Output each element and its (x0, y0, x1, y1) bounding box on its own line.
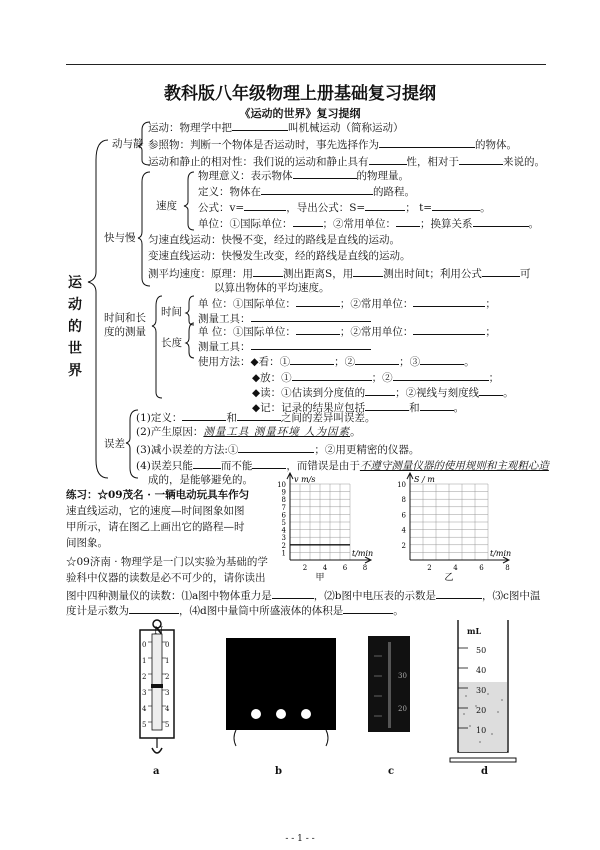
x-tick-label: 6 (342, 564, 348, 572)
fill-blank[interactable] (261, 184, 373, 195)
tick-label: 5 (142, 721, 147, 729)
text: 物理意义：表示物体 (198, 170, 293, 182)
line-motion-def (148, 120, 404, 135)
line-variable-motion: 变速直线运动：快慢发生改变，经的路线是直线的运动。 (148, 250, 411, 262)
text: 单位：①国际单位： (198, 218, 293, 230)
text: ；②用更精密的仪器。 (314, 444, 420, 456)
exercise-line-2: 速直线运动，它的速度—时间图象如图 (66, 505, 245, 517)
y-tick-label: 10 (397, 481, 406, 489)
chart-title: 甲 (315, 573, 325, 583)
label-measure-1: 时间和长 (104, 312, 146, 324)
spring-scale-ticks (142, 637, 146, 733)
chart-velocity-time (270, 472, 382, 584)
fill-blank[interactable] (436, 588, 482, 599)
figure-label-a: a (153, 766, 160, 777)
handwritten-answer: 测量工具 测量环境 人为因素 (203, 426, 351, 438)
fill-blank[interactable] (413, 296, 485, 307)
line-uniform-motion: 匀速直线运动：快慢不变，经过的路线是直线的运动。 (148, 234, 400, 246)
fill-blank[interactable] (244, 200, 286, 211)
x-tick-label: 4 (453, 564, 458, 572)
text: ；换算关系 (420, 218, 473, 230)
text: 来说的。 (503, 156, 545, 168)
text: 而不能 (220, 460, 253, 472)
exercise-line-1: 练习：☆09茂名 · 一辆电动玩具车作匀 (66, 489, 250, 501)
text: 。 (480, 202, 491, 214)
tick-label: 5 (165, 721, 170, 729)
tick-label: 1 (165, 657, 170, 665)
fill-blank[interactable] (251, 339, 371, 350)
fill-blank[interactable] (290, 354, 334, 365)
thermo-mark: 20 (398, 705, 407, 713)
fill-blank[interactable] (413, 324, 485, 335)
x-tick-label: 2 (302, 564, 308, 572)
fill-blank[interactable] (237, 410, 281, 421)
spring-scale-unit: N (154, 626, 164, 637)
tick-label: 30 (476, 686, 487, 695)
fill-blank[interactable] (379, 137, 475, 148)
text: 定义：物体在 (198, 186, 261, 198)
label-dongyujing: 动与静 (112, 138, 144, 150)
y-axis-label: v m/s (294, 475, 316, 484)
y-tick-label: 4 (281, 526, 286, 535)
y-tick-label: 10 (277, 481, 286, 489)
exercise-line-4: 间图象。 (66, 537, 108, 549)
text: 使用方法：◆看：① (198, 356, 291, 368)
fill-blank[interactable] (393, 370, 489, 381)
fill-blank[interactable] (293, 168, 357, 179)
text: 运动和静止的相对性：我们说的运动和静止具有 (148, 156, 369, 168)
text: ；②视线与刻度线 (395, 387, 480, 399)
text: ◆放：① (252, 372, 292, 384)
text: ；③ (399, 356, 421, 368)
text: 公式：v= (198, 202, 245, 214)
tick-label: 50 (476, 646, 487, 655)
text: ，导出公式：S= (286, 202, 366, 214)
text: ；②常用单位： (339, 326, 414, 338)
y-tick-label: 3 (281, 534, 286, 543)
line-length-tool (198, 339, 371, 354)
fill-blank[interactable] (193, 458, 221, 469)
fill-blank[interactable] (252, 458, 286, 469)
fill-blank[interactable] (482, 266, 520, 277)
y-axis-label: S / m (414, 475, 435, 484)
y-tick-label: 6 (401, 511, 406, 520)
fill-blank[interactable] (293, 216, 323, 227)
tick-label: 0 (165, 641, 170, 649)
tick-label: 1 (142, 657, 147, 665)
text: 测量工具： (198, 341, 251, 353)
text: ； (488, 372, 500, 384)
voltmeter-figure (226, 638, 338, 750)
main-topic-char: 世 (68, 341, 82, 357)
text: 测出距离S，用 (283, 268, 354, 280)
main-topic-char: 动 (68, 297, 82, 313)
y-tick-label: 1 (281, 549, 286, 558)
text: 。 (350, 426, 361, 438)
label-time: 时间 (161, 306, 182, 318)
fill-blank[interactable] (479, 385, 503, 396)
fill-blank[interactable] (238, 442, 314, 453)
fill-blank[interactable] (296, 324, 340, 335)
fill-blank[interactable] (343, 603, 393, 614)
line-time-unit (198, 296, 496, 311)
line-avg-speed (148, 266, 530, 281)
label-measure-2: 度的测量 (104, 326, 146, 338)
fill-blank[interactable] (459, 154, 503, 165)
figure-label-b: b (275, 766, 282, 777)
x-axis-label: t/min (352, 549, 374, 558)
tick-label: 0 (142, 641, 147, 649)
text: 之间的差异叫误差。 (280, 412, 376, 424)
label-sudu: 速度 (156, 200, 177, 212)
text: ，⑵b图中电压表的示数是 (313, 590, 436, 602)
line-length-unit (198, 324, 496, 339)
fill-blank[interactable] (353, 266, 383, 277)
x-tick-label: 2 (427, 564, 432, 572)
figure-label-d: d (481, 766, 488, 777)
chart-distance-time (388, 472, 528, 584)
exercise-line-7 (66, 588, 540, 603)
text: (2)产生原因： (136, 426, 204, 438)
text: 参照物：判断一个物体是否运动时，事先选择作为 (148, 139, 379, 151)
thermo-mark: 30 (398, 672, 407, 680)
tick-label: 3 (142, 689, 147, 697)
text: 。 (453, 402, 465, 414)
text: 。 (528, 218, 539, 230)
tick-label: 4 (165, 705, 170, 713)
line-usage-place (252, 370, 499, 385)
label-kuaiyuman: 快与慢 (104, 232, 136, 244)
exercise-line-6: 验科中仪器的读数是必不可少的，请你读出 (66, 572, 266, 584)
text: 和 (226, 412, 237, 424)
text: ；② (334, 356, 356, 368)
text: 测出时间t；利用公式 (383, 268, 482, 280)
line-speed-def (198, 184, 415, 199)
fill-blank[interactable] (365, 200, 405, 211)
cylinder-unit: mL (467, 626, 482, 636)
text: 叫机械运动（简称运动） (288, 122, 404, 134)
fill-blank[interactable] (396, 216, 420, 227)
y-tick-label: 5 (281, 519, 286, 527)
y-tick-label: 9 (281, 488, 286, 497)
fill-blank[interactable] (292, 370, 372, 381)
fill-blank[interactable] (129, 603, 179, 614)
text: 的物体。 (475, 139, 517, 151)
text: 的物理量。 (356, 170, 409, 182)
text: ；②常用单位： (322, 218, 396, 230)
chart-title: 乙 (444, 573, 454, 583)
fill-blank[interactable] (473, 216, 529, 227)
tick-label: 40 (476, 666, 487, 675)
text: ； (485, 298, 496, 310)
cylinder-scale (476, 641, 486, 741)
x-tick-label: 8 (505, 564, 510, 572)
tick-label: 10 (476, 726, 487, 735)
line-reference (148, 137, 517, 152)
exercise-line-5: ☆09济南 · 物理学是一门以实验为基础的学 (66, 556, 268, 568)
fill-blank[interactable] (182, 410, 226, 421)
spring-scale-figure (128, 618, 188, 760)
line-error-vs-mistake (136, 458, 549, 473)
text: (1)定义： (136, 412, 183, 424)
text: ◆读：①估读到分度值的 (252, 387, 366, 399)
y-tick-label: 8 (401, 496, 406, 505)
text: 单 位：①国际单位： (198, 298, 296, 310)
y-tick-label: 4 (401, 526, 406, 535)
tick-label: 3 (165, 689, 170, 697)
main-topic-char: 运 (68, 275, 82, 291)
text: ； (485, 326, 496, 338)
fill-blank[interactable] (420, 354, 464, 365)
text: (4)误差只能 (136, 460, 193, 472)
fill-blank[interactable] (232, 120, 288, 131)
text: 。 (464, 356, 475, 368)
exercise-line-3: 甲所示，请在图乙上画出它的路程—时 (66, 521, 245, 533)
page-title: 教科版八年级物理上册基础复习提纲 (164, 84, 436, 104)
figure-label-c: c (388, 766, 395, 777)
fill-blank[interactable] (369, 154, 407, 165)
x-axis-label: t/min (490, 549, 512, 558)
spring-scale-ticks-right (165, 637, 169, 733)
text: 单 位：①国际单位： (198, 326, 296, 338)
text: (3)减小误差的方法:① (136, 444, 239, 456)
text: 测量工具： (198, 313, 251, 325)
line-error-cause (136, 426, 361, 439)
y-tick-label: 2 (281, 541, 286, 550)
fill-blank[interactable] (432, 200, 480, 211)
line-relativity (148, 154, 545, 169)
tick-label: 2 (142, 673, 147, 681)
text: ◆记：记录的结果应包括 (252, 402, 366, 414)
text: 可 (519, 268, 531, 280)
y-tick-label: 7 (281, 503, 286, 512)
label-length: 长度 (161, 337, 182, 349)
y-tick-label: 8 (281, 496, 286, 505)
fill-blank[interactable] (253, 266, 283, 277)
exercise-line-8 (66, 603, 404, 618)
text: 测平均速度：原理：用 (148, 268, 253, 280)
text: 的路程。 (373, 186, 415, 198)
tick-label: 2 (165, 673, 170, 681)
text: 。 (503, 387, 514, 399)
main-topic-char: 的 (68, 319, 82, 335)
line-speed-formula (198, 200, 491, 215)
text: 性，相对于 (406, 156, 459, 168)
label-wucha: 误差 (104, 438, 125, 450)
fill-blank[interactable] (251, 311, 371, 322)
line-usage-look (198, 354, 475, 369)
text: ，而错误是由于 (286, 460, 360, 472)
fill-blank[interactable] (296, 296, 340, 307)
x-tick-label: 8 (362, 564, 368, 572)
text: 度计是示数为 (66, 605, 129, 617)
line-speed-unit (198, 216, 539, 231)
fill-blank[interactable] (365, 385, 395, 396)
handwritten-answer: 不遵守测量仪器的使用规则和主观粗心造 (359, 460, 549, 472)
fill-blank[interactable] (272, 588, 314, 599)
text: 。 (393, 605, 404, 617)
text: 运动：物理学中把 (148, 122, 232, 134)
x-tick-label: 4 (322, 564, 328, 572)
page-number: - - 1 - - (285, 834, 315, 844)
line-error-reduce (136, 442, 419, 457)
fill-blank[interactable] (420, 400, 454, 411)
line-usage-read (252, 385, 514, 400)
line-avg-speed-cont: 以算出物体的平均速度。 (214, 282, 330, 294)
tick-label: 4 (142, 705, 147, 713)
line-error-def (136, 410, 375, 425)
text: ，⑶c图中温 (482, 590, 541, 602)
text: 和 (409, 402, 420, 414)
y-tick-label: 2 (401, 541, 406, 550)
tick-label: 20 (476, 706, 487, 715)
text: ，⑷d图中量筒中所盛液体的体积是 (179, 605, 344, 617)
page-subtitle: 《运动的世界》复习提纲 (239, 107, 361, 120)
fill-blank[interactable] (355, 354, 399, 365)
text: ；②常用单位： (339, 298, 414, 310)
main-topic-char: 界 (68, 363, 82, 379)
text: ；② (371, 372, 393, 384)
line-error-cont: 成的，是能够避免的。 (148, 474, 253, 486)
text: ； t= (405, 202, 433, 214)
text: 图中四种测量仪的读数：⑴a图中物体重力是 (66, 590, 272, 602)
x-tick-label: 6 (479, 564, 484, 572)
y-tick-label: 6 (281, 511, 286, 520)
thermometer-figure (368, 636, 412, 736)
line-speed-meaning (198, 168, 409, 183)
